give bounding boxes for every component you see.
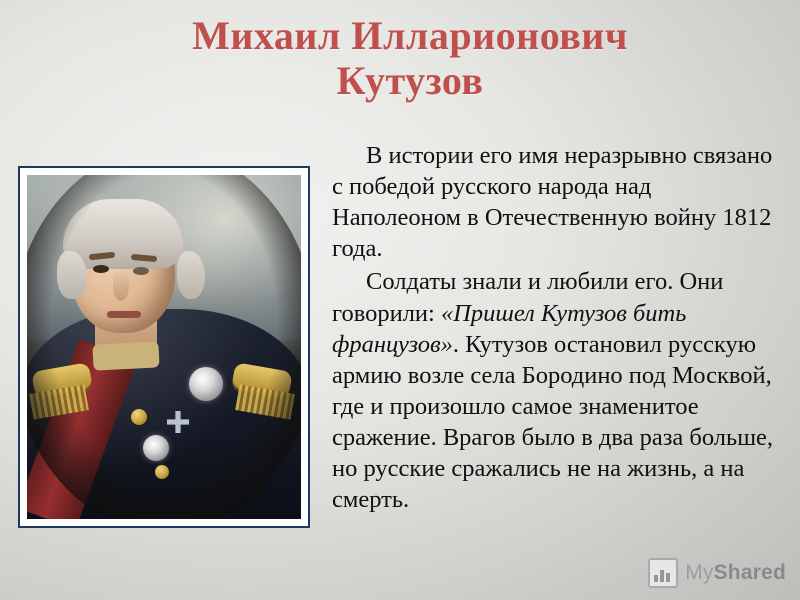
title-line-2: Кутузов (336, 57, 484, 103)
paragraph-two-quote: «Пришел Кутузов бить французов» (332, 299, 687, 358)
myshared-watermark (648, 558, 786, 588)
portrait-image (27, 175, 301, 519)
watermark-label (685, 561, 786, 585)
title-line-1: Михаил Илларионович (192, 13, 628, 58)
paragraph-two-before: Солдаты знали и любили его. Они говорили: (332, 268, 724, 327)
paragraph-two (332, 266, 784, 515)
chart-icon (648, 558, 678, 588)
page-title (60, 14, 760, 104)
paragraph-one: В истории его имя неразрывно связано с победой русского народа над Наполеоном в Отечественную войну 1812 года. (332, 142, 773, 263)
slide-body-text (332, 140, 784, 517)
painting-oval-vignette (27, 175, 301, 519)
paragraph-two-after: . Кутузов остановил русскую армию возле села Бородино под Москвой, где и произошло самое знаменитое сражение. Врагов было в два раза больше, но русские сражались не на жизнь, а на смерть. (332, 330, 774, 514)
watermark-name: Shared (713, 561, 786, 584)
portrait-image-frame (18, 166, 310, 528)
watermark-prefix: My (685, 561, 714, 584)
